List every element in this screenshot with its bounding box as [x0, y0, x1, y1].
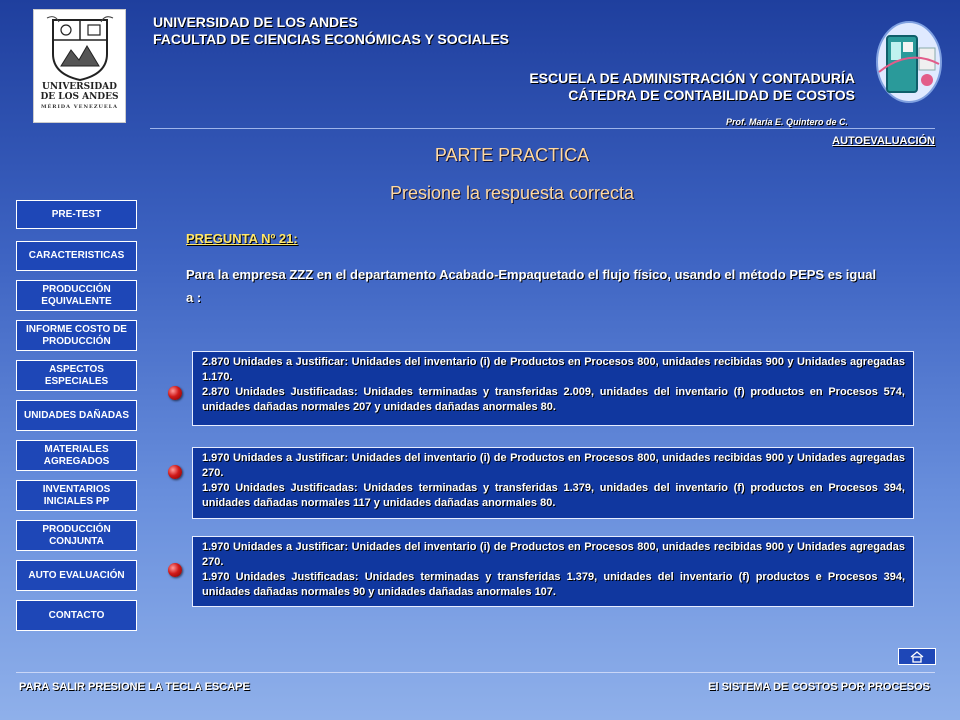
- answer-option-1[interactable]: [192, 351, 914, 426]
- header-divider: [150, 128, 935, 129]
- faculty-name: FACULTAD DE CIENCIAS ECONÓMICAS Y SOCIALES: [153, 31, 509, 47]
- exit-hint: PARA SALIR PRESIONE LA TECLA ESCAPE: [19, 681, 250, 693]
- answer-1-line1: 2.870 Unidades a Justificar: Unidades del inventario (i) de Productos en Procesos 800, unidades recibidas 900 y Unidades agregadas 1.170.: [202, 356, 905, 383]
- logo-text-line3: MÉRIDA VENEZUELA: [40, 104, 119, 110]
- answer-2-line1: 1.970 Unidades a Justificar: Unidades del inventario (i) de Productos en Procesos 800, unidades recibidas 900 y Unidades agregadas 270.: [202, 452, 905, 479]
- nav-aspectos-especiales-button[interactable]: ASPECTOS ESPECIALES: [16, 360, 137, 391]
- option-3-bullet-icon[interactable]: [168, 563, 182, 577]
- section-label: AUTOEVALUACIÓN: [832, 135, 935, 147]
- nav-caracteristicas-button[interactable]: CARACTERISTICAS: [16, 241, 137, 271]
- answer-3-line2: 1.970 Unidades Justificadas: Unidades terminadas y transferidas 1.379, unidades del inventario (f) productos e Procesos 394, unidades dañadas normales 90 y unidades dañadas anormales 107.: [202, 571, 905, 598]
- answer-1-line2: 2.870 Unidades Justificadas: Unidades terminadas y transferidas 2.009, unidades del inventario (f) productos en Procesos 574, unidades dañadas normales 207 y unidades dañadas anormales 80.: [202, 386, 905, 413]
- university-logo: [33, 9, 126, 123]
- nav-contacto-button[interactable]: CONTACTO: [16, 600, 137, 631]
- answer-option-2[interactable]: [192, 447, 914, 519]
- home-icon: [910, 651, 924, 663]
- professor-name: Prof. María E. Quintero de C.: [725, 117, 848, 127]
- university-name: UNIVERSIDAD DE LOS ANDES: [153, 14, 358, 30]
- instruction-title: Presione la respuesta correcta: [389, 183, 635, 203]
- nav-inventarios-iniciales-button[interactable]: INVENTARIOS INICIALES PP: [16, 480, 137, 511]
- nav-auto-evaluacion-button[interactable]: AUTO EVALUACIÓN: [16, 560, 137, 591]
- question-number: PREGUNTA Nº 21:: [186, 231, 298, 246]
- option-1-bullet-icon[interactable]: [168, 386, 182, 400]
- option-2-bullet-icon[interactable]: [168, 465, 182, 479]
- nav-pre-test-button[interactable]: PRE-TEST: [16, 200, 137, 229]
- answer-3-line1: 1.970 Unidades a Justificar: Unidades del inventario (i) de Productos en Procesos 800, unidades recibidas 900 y Unidades agregadas 270.: [202, 541, 905, 568]
- nav-unidades-danadas-button[interactable]: UNIDADES DAÑADAS: [16, 400, 137, 431]
- computer-illustration-icon: [873, 18, 945, 106]
- system-name: El SISTEMA DE COSTOS POR PROCESOS: [708, 681, 930, 693]
- home-button[interactable]: [898, 648, 936, 665]
- answer-2-line2: 1.970 Unidades Justificadas: Unidades terminadas y transferidas 1.379, unidades del inventario (f) productos en Procesos 394, unidades dañadas normales 117 y unidades dañadas anormales 80.: [202, 482, 905, 509]
- nav-produccion-equivalente-button[interactable]: PRODUCCIÓN EQUIVALENTE: [16, 280, 137, 311]
- nav-produccion-conjunta-button[interactable]: PRODUCCIÓN CONJUNTA: [16, 520, 137, 551]
- nav-materiales-agregados-button[interactable]: MATERIALES AGREGADOS: [16, 440, 137, 471]
- logo-text-line2: DE LOS ANDES: [40, 92, 119, 102]
- question-text: Para la empresa ZZZ en el departamento Acabado-Empaquetado el flujo físico, usando el método PEPS es igual a :: [186, 267, 877, 305]
- chair-name: CÁTEDRA DE CONTABILIDAD DE COSTOS: [568, 87, 855, 103]
- logo-text-line1: UNIVERSIDAD: [42, 82, 117, 92]
- part-title: PARTE PRACTICA: [434, 145, 590, 165]
- school-name: ESCUELA DE ADMINISTRACIÓN Y CONTADURÍA: [529, 70, 855, 86]
- answer-option-3[interactable]: [192, 536, 914, 607]
- footer-divider: [16, 672, 935, 673]
- nav-informe-costo-button[interactable]: INFORME COSTO DE PRODUCCIÓN: [16, 320, 137, 351]
- coat-of-arms-icon: [45, 16, 115, 82]
